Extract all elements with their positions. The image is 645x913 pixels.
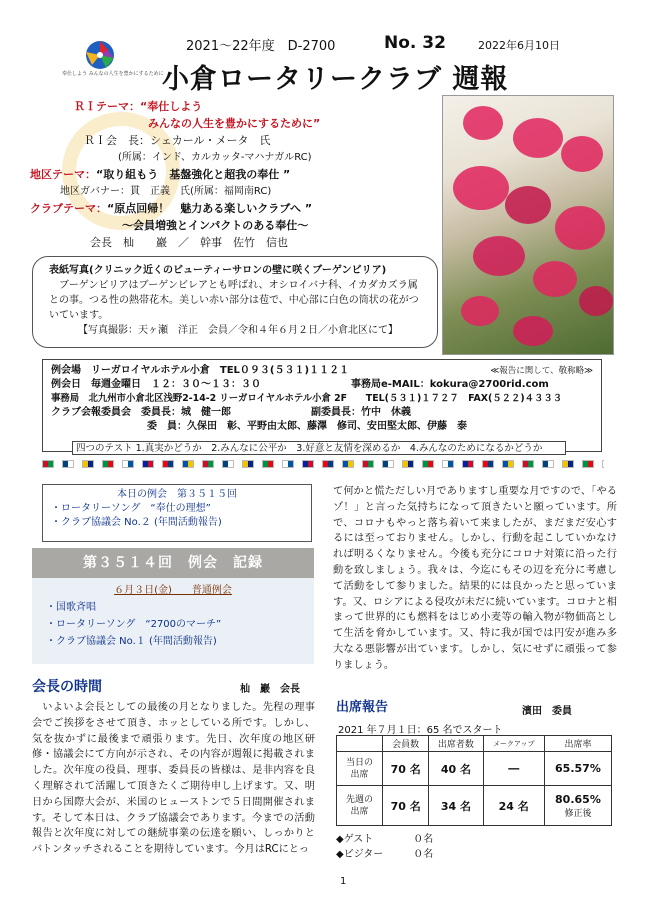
club-theme-label: クラブテーマ：	[30, 202, 107, 215]
ri-president: ＲＩ会 長：シェカール・メータ 氏	[84, 134, 271, 147]
president-message-continued: て何かと慌ただしい月でありますし重要な月ですので、「やるゾ！」と言った気持ちになって頂きたいと願っています。所で、コロナもやっと落ち着いて来ましたが、まだまだ安心するには至っておりません。しかし、行動を起こしていかなければ明るくなりません。今後も充分にコロナ対策に沿った行動を致しましょう。我々は、今迄にもその辺を充分に考慮して活動をして参りました。結果的には良かったと思っています。又、ロシアによる侵攻が未だに続いています。コロナと相まって世界的にも燃料をはじめ小麦等の輸入物が物価高として生活を脅かしています。又、特に我が国では円安が進み多大なる悪影響が出ています。しかし、気にせずに頑張って参りましょう。	[333, 486, 617, 671]
flag-icon	[162, 460, 174, 468]
issue-date: 2022年6月10日	[478, 39, 560, 52]
flag-icon	[302, 460, 314, 468]
todays-meeting-title: 本日の例会 第３５１５回	[117, 489, 237, 500]
committee-chair: クラブ会報委員会 委員長：城 健一郎	[51, 407, 231, 418]
club-info-box	[42, 359, 602, 452]
attendance-title: 出席報告	[336, 700, 389, 715]
record-item: ・クラブ協議会 No.１ (年間活動報告)	[46, 636, 217, 647]
cover-caption-body: ブーゲンビリアはブーゲンビレアとも呼ばれ、オシロイバナ科、イカダカズラ属との事。つる性の熱帯花木。美しい赤い部分は苞で、中心部に白色の筒状の花がついています。	[49, 280, 419, 321]
visitor-count: ◆ビジター ０名	[336, 849, 434, 860]
ri-theme-label: ＲＩテーマ：	[74, 100, 140, 113]
attendance-reporter: 濱田 委員	[522, 706, 572, 717]
committee-members: 委 員：久保田 彰、平野由太郎、藤澤 修司、安田堅太郎、伊藤 泰	[147, 421, 467, 432]
year-district: 2021～22年度 D-2700	[186, 39, 336, 54]
club-theme-line1: “原点回帰！ 魅力ある楽しいクラブへ ”	[107, 202, 313, 215]
flag-icon	[542, 460, 554, 468]
flag-icon	[122, 460, 134, 468]
flag-icon	[482, 460, 494, 468]
flag-icon	[522, 460, 534, 468]
flag-icon	[182, 460, 194, 468]
flag-icon	[142, 460, 154, 468]
flag-icon	[82, 460, 94, 468]
todays-meeting-item: ・ロータリーソング “奉仕の理想”	[51, 503, 211, 514]
flag-icon	[462, 460, 474, 468]
todays-meeting-item: ・クラブ協議会 No.２ (年間活動報告)	[51, 517, 222, 528]
flag-icon	[442, 460, 454, 468]
district-theme: “取り組もう 基盤強化と超我の奉仕 ”	[96, 168, 291, 181]
flag-icon	[422, 460, 434, 468]
president-name: 杣 巖 会長	[240, 684, 300, 695]
record-item: ・ロータリーソング “2700のマーチ”	[46, 619, 222, 630]
attendance-start: 2021 年７月１日：65 名でスタート	[338, 725, 503, 736]
flag-icon	[582, 460, 594, 468]
ri-theme-line1: “奉仕しよう	[140, 100, 203, 113]
flag-icon	[262, 460, 274, 468]
club-officers: 会長 杣 巖 ／ 幹事 佐竹 信也	[90, 236, 288, 249]
flag-icon	[102, 460, 114, 468]
page-number: 1	[340, 876, 347, 887]
ri-president-org: (所属：インド、カルカッタ-マハナガルRC)	[118, 152, 312, 163]
committee-vice: 副委員長：竹中 休義	[311, 407, 411, 418]
office-address: 事務局 北九州市小倉北区浅野2-14-2 リーガロイヤルホテル小倉 2F TEL(５３１)１７２７ FAX(５２２)４３３３	[51, 393, 563, 404]
record-item: ・国歌斉唱	[46, 602, 96, 613]
attendance-footer	[336, 832, 433, 862]
record-date: ６月３日(金) 普通例会	[114, 585, 232, 596]
table-row: 当日の 出席 70 名 40 名 ― 65.57%	[337, 752, 612, 786]
flag-icon	[62, 460, 74, 468]
flag-icon	[562, 460, 574, 468]
flag-icon	[342, 460, 354, 468]
guest-count: ◆ゲスト ０名	[336, 834, 434, 845]
ri-theme-line2: みんなの人生を豊かにするために”	[148, 117, 321, 130]
club-title: 小倉ロータリークラブ 週報	[162, 64, 509, 95]
table-row: 先週の 出席 70 名 34 名 24 名 80.65% 修正後	[337, 786, 612, 826]
bougainvillea-photo	[442, 95, 614, 355]
office-email: 事務局e-MAIL：kokura@2700rid.com	[351, 379, 549, 390]
themes-block	[30, 98, 425, 251]
club-theme-line2: ～会員増強とインパクトのある奉仕～	[122, 219, 309, 232]
flag-icon	[362, 460, 374, 468]
venue-info: 例会場 リーガロイヤルホテル小倉 TEL０９３(５３１)１１２１	[51, 365, 350, 376]
flag-icon	[502, 460, 514, 468]
meeting-day: 例会日 毎週金曜日 １２：３０～１３：３０	[51, 379, 261, 390]
district-governor: 地区ガバナー：貫 正義 氏(所属：福岡南RC)	[60, 186, 272, 197]
four-way-test: 四つのテスト 1.真実かどうか 2.みんなに公平か 3.好意と友情を深めるか 4.みんなのためになるかどうか	[72, 441, 566, 455]
flag-icon	[42, 460, 54, 468]
president-message: いよいよ会長としての最後の月となりました。先程の理事会でご挨拶をさせて頂き、ホッとしている所です。しかし、気を抜かずに最後まで頑張ります。先日、次年度の地区研修・協議会にて方向が示され、その内容が週報に掲載されました。次年度の役員、理事、委員長の皆様は、是非内容を良く理解されて活躍して頂きたくご期待申し上げます。又、明日から国際大会が、米国のヒューストンで５日間開催されます。そして本日は、クラブ協議会であります。今までの活動報告と次年度に対しての継続事業の伝達を願い、しっかりとバトンタッチされることを期待しています。今月はRCにとっ	[32, 702, 315, 856]
attendance-table	[336, 735, 612, 826]
flag-strip	[42, 460, 604, 470]
logo-tagline: 奉仕しよう みんなの人生を豊かにするために	[62, 71, 164, 77]
cover-photo-caption	[32, 256, 438, 348]
flag-icon	[382, 460, 394, 468]
flag-icon	[222, 460, 234, 468]
district-theme-label: 地区テーマ：	[30, 168, 96, 181]
table-header-row: 会員数 出席者数 メークアップ 出席率	[337, 736, 612, 752]
flag-icon	[602, 460, 604, 468]
president-section-title: 会長の時間	[32, 679, 102, 695]
flag-icon	[322, 460, 334, 468]
cover-caption-credit: 【写真撮影：天ヶ瀬 洋正 会員／令和４年６月２日／小倉北区にて】	[78, 325, 398, 336]
cover-caption-title: 表紙写真(クリニック近くのビューティーサロンの壁に咲くブーゲンビリア)	[49, 265, 387, 276]
meeting-record-header: 第３５１４回 例会 記録	[32, 548, 314, 578]
flag-icon	[402, 460, 414, 468]
rotary-logo	[78, 38, 122, 72]
issue-number: No. 32	[384, 33, 446, 53]
flag-icon	[202, 460, 214, 468]
meeting-record-box	[32, 578, 314, 664]
flag-icon	[242, 460, 254, 468]
venue-note: ≪報告に関して、敬称略≫	[490, 366, 593, 376]
flag-icon	[282, 460, 294, 468]
todays-meeting-box	[42, 484, 312, 542]
